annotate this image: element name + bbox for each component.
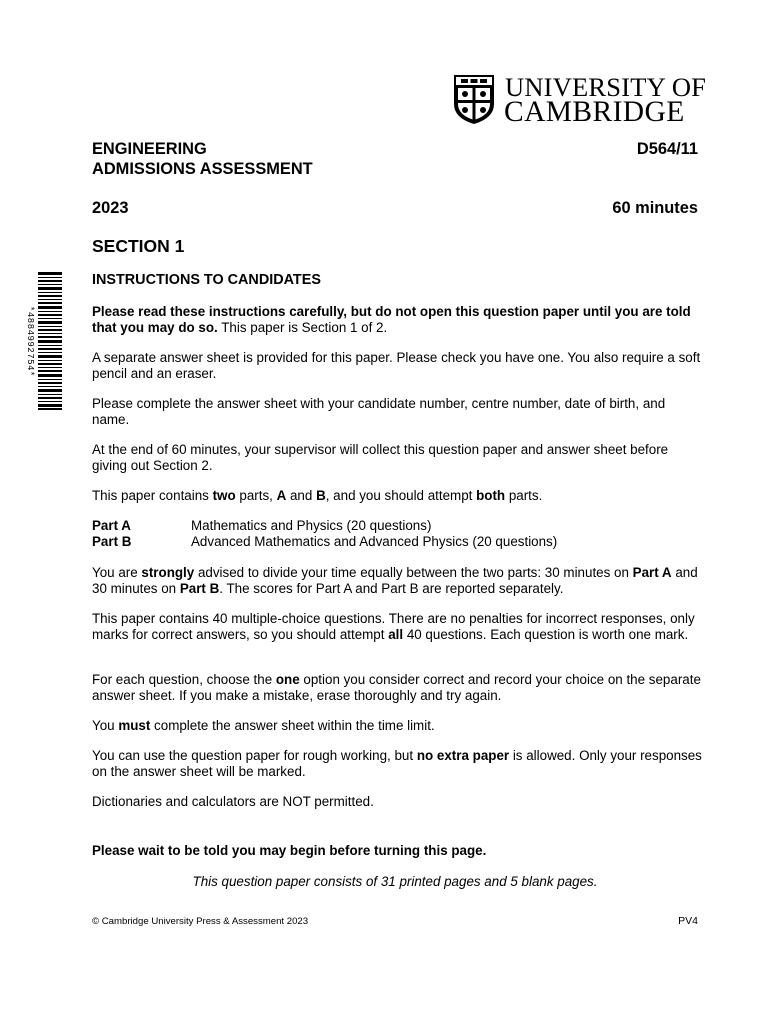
part-description: Advanced Mathematics and Advanced Physics (20 questions) [191,534,558,549]
text-run: This paper contains 40 multiple-choice questions. There are no penalties for incorrect responses, only marks for correct answers, so you should attempt [92,611,695,642]
text-run: You can use the question paper for rough working, but [92,748,417,763]
barcode-digits: *4884992754* [25,305,35,377]
text-run: complete the answer sheet within the time limit. [150,718,435,733]
wait-notice: Please wait to be told you may begin before turning this page. [92,843,487,858]
text-run-bold: A [276,488,287,503]
section-title: SECTION 1 [92,236,185,256]
part-row [92,518,692,534]
logo-line-cambridge: CAMBRIDGE [504,96,685,128]
subject-line-2: ADMISSIONS ASSESSMENT [92,160,313,178]
part-row [92,534,692,550]
part-label: Part B [92,534,132,549]
instruction-paragraph-5 [92,488,704,504]
text-run: and 30 minutes on [92,565,698,596]
instruction-paragraph-11: Dictionaries and calculators are NOT permitted. [92,794,374,809]
instruction-paragraph-9 [92,718,704,734]
instruction-paragraph-2: A separate answer sheet is provided for this paper. Please check you have one. You also require a soft pencil and an eraser. [92,350,701,381]
copyright-notice: © Cambridge University Press & Assessment 2023 [92,916,309,927]
text-run: This paper contains [92,488,213,503]
instruction-paragraph-7 [92,611,704,643]
text-run: For each question, choose the [92,672,276,687]
footer-code: PV4 [678,915,698,927]
text-run-bold: one [275,672,300,687]
text-run: 40 questions. Each question is worth one mark. [403,626,689,642]
text-run-bold: Part A [632,565,672,580]
text-run: You [92,718,119,733]
subject-line-1: ENGINEERING [92,140,207,158]
text-run-bold: must [118,718,151,733]
text-run: parts, [235,488,277,503]
text-run-bold: two [212,488,236,503]
instruction-paragraph-6 [92,565,704,597]
exam-year: 2023 [92,199,129,217]
instruction-paragraph-1 [92,304,704,336]
cambridge-crest-icon [453,74,495,125]
instruction-1-bold: Please read these instructions carefully, but do not open this question paper until you are told that you may do so. [92,304,691,335]
part-description: Mathematics and Physics (20 questions) [191,518,432,533]
text-run: advised to divide your time equally between the two parts: 30 minutes on [194,565,633,580]
text-run: You are [92,565,142,580]
text-run: . The scores for Part A and Part B are reported separately. [219,580,564,596]
part-label: Part A [92,518,131,533]
instruction-paragraph-8 [92,672,704,704]
text-run: and [286,488,317,503]
page-count-note: This question paper consists of 31 printed pages and 5 blank pages. [192,874,598,889]
paper-code: D564/11 [636,140,698,158]
instruction-paragraph-10 [92,748,704,780]
barcode-icon [38,272,62,410]
text-run-bold: no extra paper [416,748,510,763]
text-run-bold: Part B [179,580,220,596]
text-run-bold: all [388,626,404,642]
instructions-heading: INSTRUCTIONS TO CANDIDATES [92,272,321,288]
text-run: is allowed. Only your responses on the answer sheet will be marked. [92,748,702,779]
text-run-bold: strongly [141,565,195,580]
text-run-bold: B [316,488,326,503]
text-run: parts. [505,488,543,503]
university-logo [453,72,707,128]
text-run: option you consider correct and record your choice on the separate answer sheet. If you make a mistake, erase thoroughly and try again. [92,672,701,703]
text-run: , and you should attempt [325,488,477,503]
exam-duration: 60 minutes [612,199,698,217]
instruction-paragraph-4: At the end of 60 minutes, your supervisor will collect this question paper and answer sheet before giving out Section 2. [92,442,669,473]
logo-line-university-of: UNIVERSITY OF [505,72,707,102]
instruction-1-rest: This paper is Section 1 of 2. [217,319,388,335]
text-run-bold: both [476,488,506,503]
instruction-paragraph-3: Please complete the answer sheet with your candidate number, centre number, date of birth, and name. [92,396,666,427]
